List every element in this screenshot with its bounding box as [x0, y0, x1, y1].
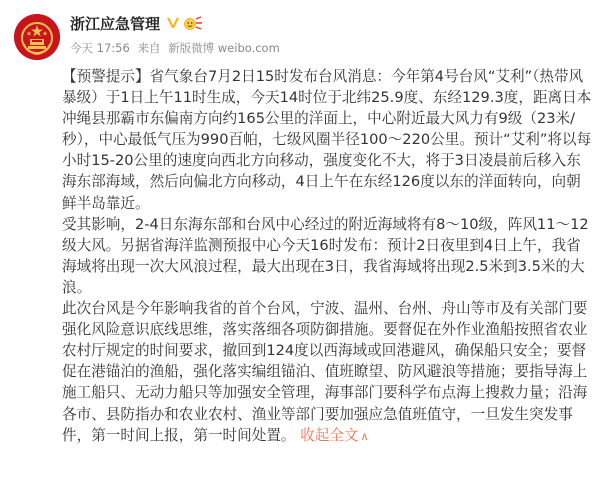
post-content: [62, 66, 592, 447]
content-paragraph: [62, 298, 592, 447]
post-source[interactable]: 新版微博 weibo.com: [168, 41, 280, 55]
avatar[interactable]: [14, 14, 60, 60]
collapse-label: 收起全文: [300, 426, 359, 444]
emoji-badge-icon[interactable]: [184, 15, 204, 31]
post-time[interactable]: 今天 17:56: [70, 41, 130, 55]
post-meta: [70, 40, 284, 56]
post-header: [0, 0, 600, 66]
username[interactable]: 浙江应急管理: [70, 14, 161, 33]
verified-v-icon[interactable]: [165, 15, 181, 31]
content-paragraph: 【预警提示】省气象台7月2日15时发布台风消息：今年第4号台风“艾利”（热带风暴级）于1日上午11时生成，今天14时位于北纬25.9度、东经129.3度，距离日本冲绳县那霸市东偏南方向约165公里的洋面上，中心附近最大风力有9级（23米/秒），中心最低气压为990百帕，七级风圈半径100～220公里。预计“艾利”将以每小时15-20公里的速度向西北方向移动，强度变化不大，将于3日凌晨前后移入东海东部海域，然后向偏北方向移动，4日上午在东经126度以东的洋面转向，向朝鲜半岛靠近。: [62, 68, 592, 212]
content-paragraph-text: 此次台风是今年影响我省的首个台风，宁波、温州、台州、舟山等市及有关部门要强化风险意识底线思维，落实落细各项防御措施。要督促在外作业渔船按照省农业农村厅规定的时间要求，撤回到124度以西海域或回港避风，确保船只安全；要督促在港锚泊的渔船，强化落实编组锚泊、值班瞭望、防风避浪等措施；要指导海上施工船只、无动力船只等加强安全管理，海事部门要科学布点海上搜救力量；沿海各市、县防指办和农业农村、渔业等部门要加强应急值班值守，一旦发生突发事件，第一时间上报，第一时间处置。: [62, 300, 588, 444]
national-emblem-icon: [14, 14, 60, 60]
name-row: [70, 12, 204, 34]
content-paragraph: 受其影响，2-4日东海东部和台风中心经过的附近海域将有8～10级，阵风11～12级大风。另据省海洋监测预报中心今天16时发布：预计2日夜里到4日上午，我省海域将出现一次大风浪过程，最大出现在3日，我省海域将出现2.5米到3.5米的大浪。: [62, 215, 589, 296]
collapse-full-text-link[interactable]: [296, 427, 369, 444]
chevron-up-icon: ∧: [360, 429, 369, 443]
source-prefix: 来自: [137, 41, 161, 55]
